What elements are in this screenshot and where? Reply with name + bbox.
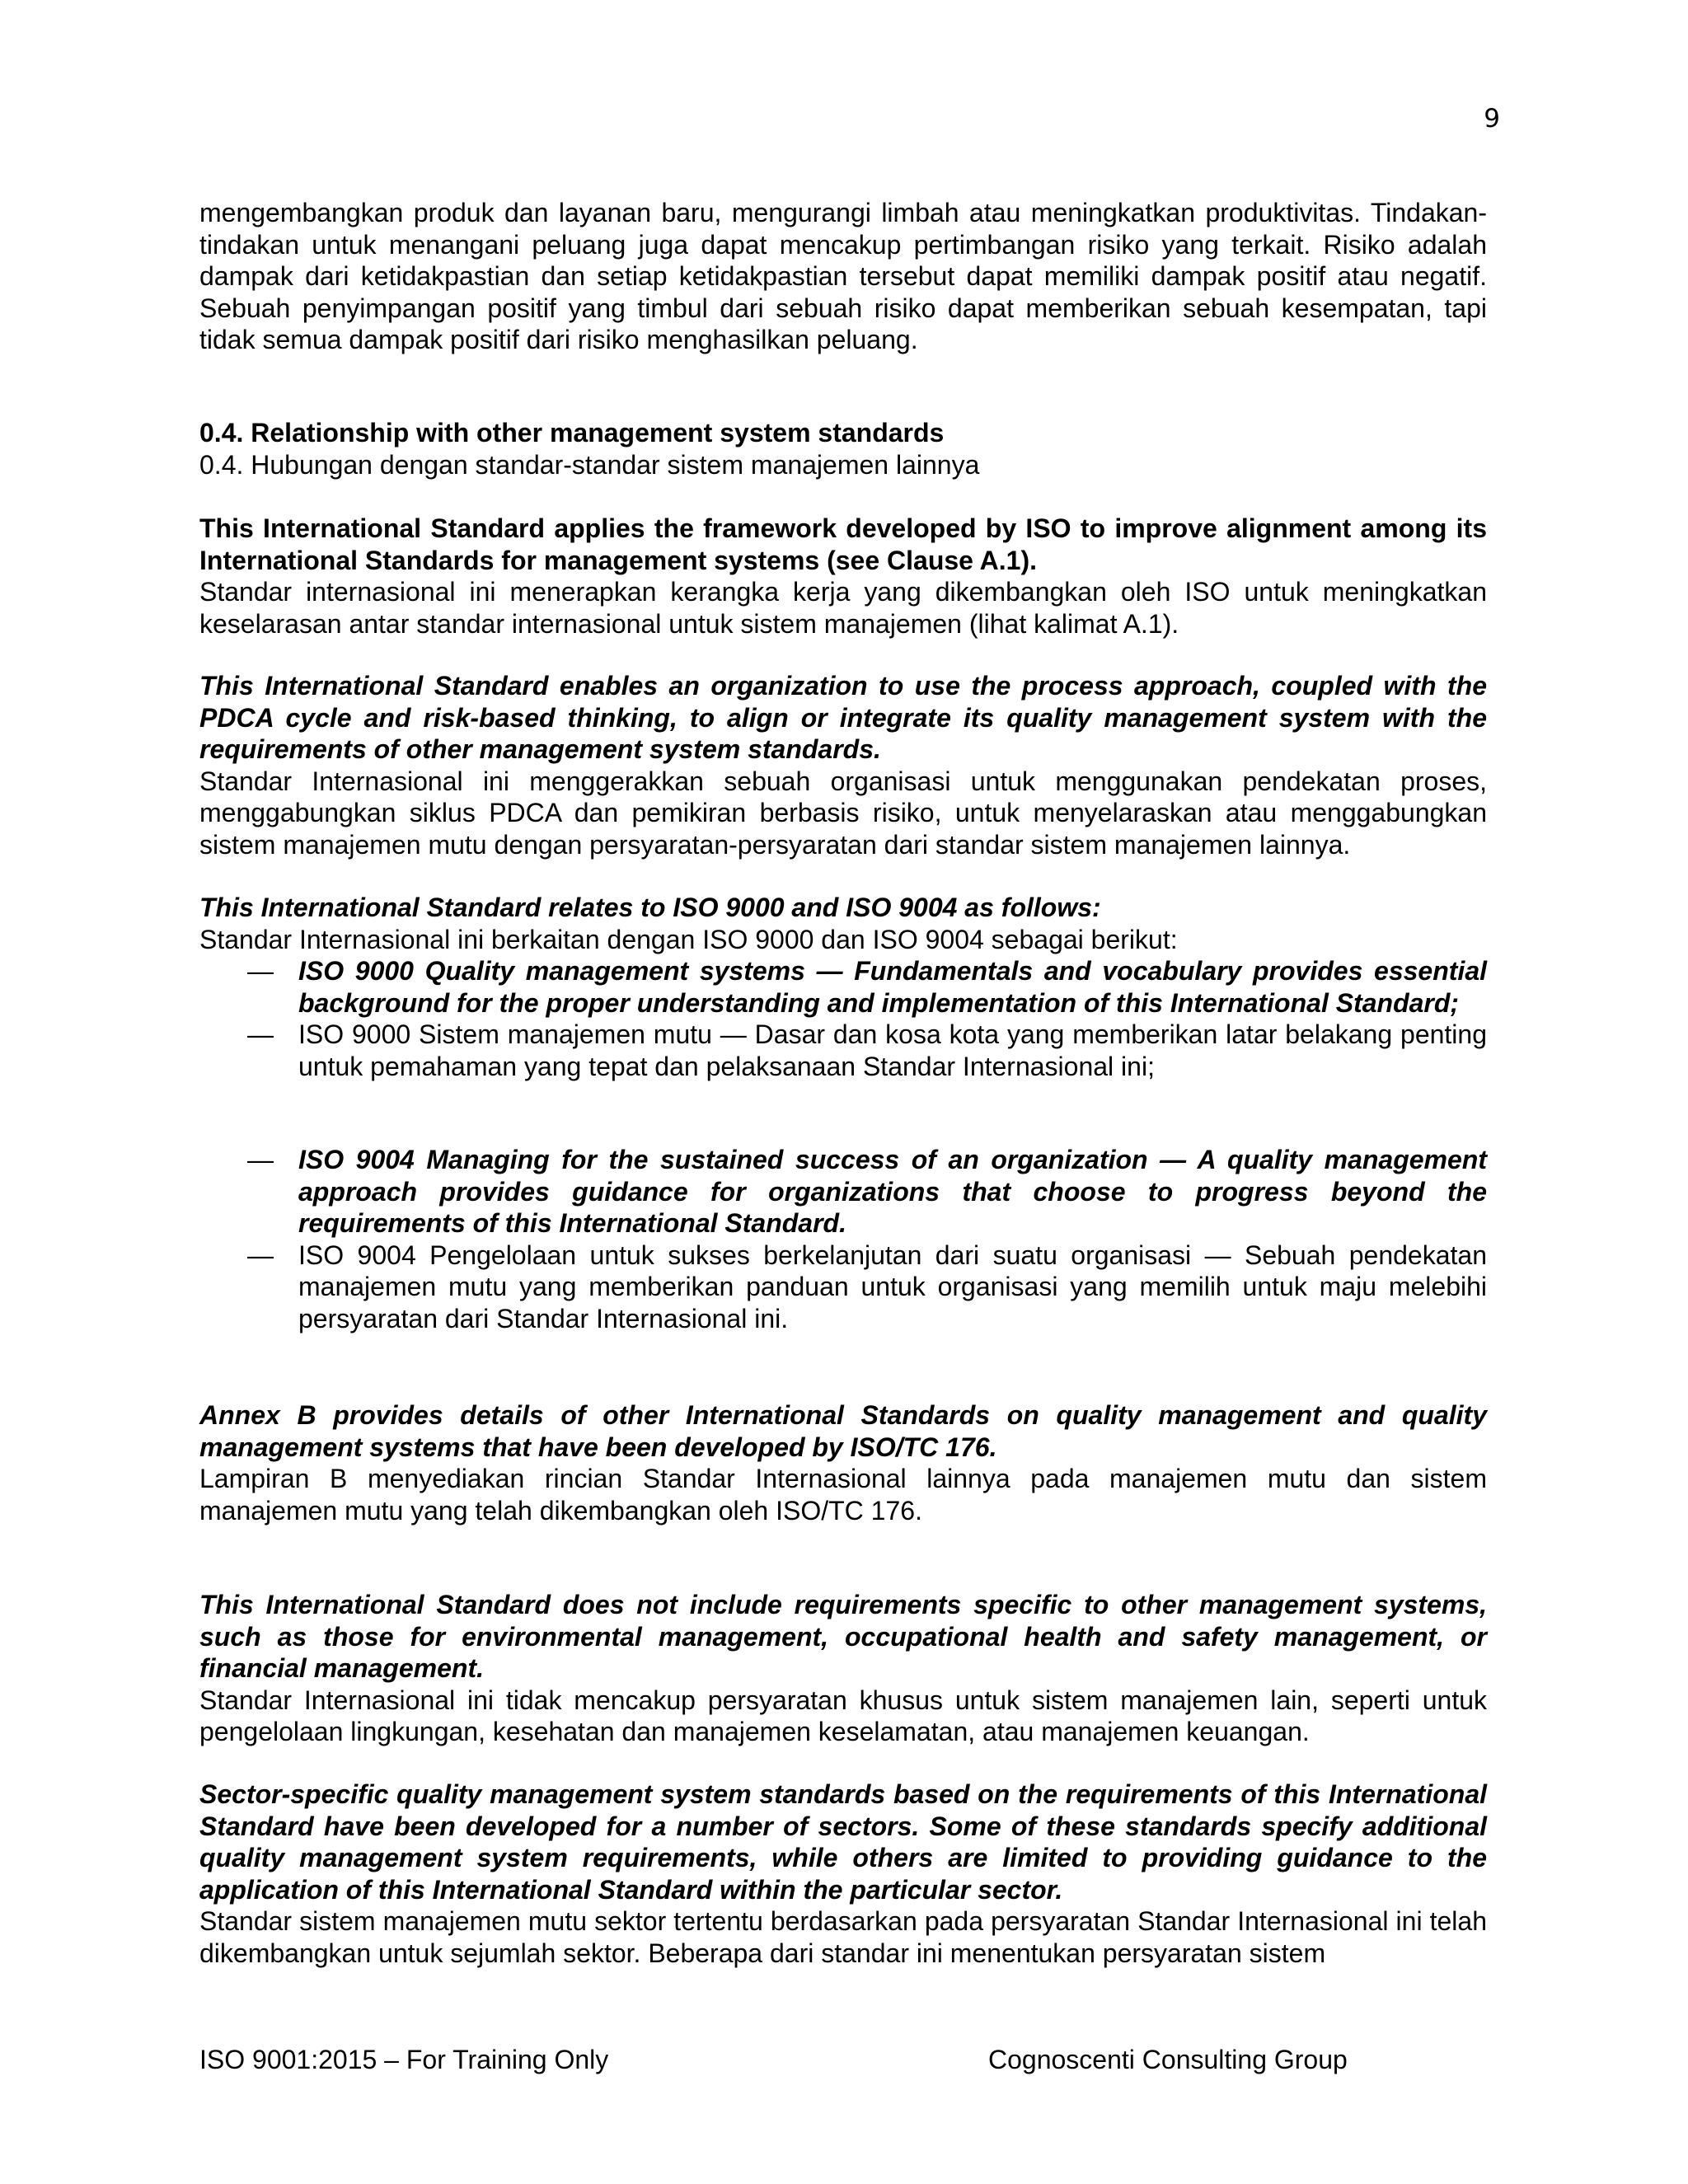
paragraph-framework-en: This International Standard applies the framework developed by ISO to improve alignment among its International Standards for management systems (see Clause A.1). xyxy=(199,513,1487,575)
list-item xyxy=(199,955,1487,1019)
paragraph-annex-b xyxy=(199,1399,1487,1526)
list-item-text: ISO 9000 Quality management systems — Fundamentals and vocabulary provides essential background for the proper understanding and implementation of this International Standard; xyxy=(298,956,1487,1018)
page-number: 9 xyxy=(1484,104,1500,134)
section-heading xyxy=(199,417,1487,480)
intro-text: mengembangkan produk dan layanan baru, mengurangi limbah atau meningkatkan produktivitas. Tindakan-tindakan untuk menangani peluang juga dapat mencakup pertimbangan risiko yang terkait. Risiko adalah dampak dari ketidakpastian dan setiap ketidakpastian tersebut dapat memiliki dampak positif atau negatif. Sebuah penyimpangan positif yang timbul dari sebuah risiko dapat memberikan sebuah kesempatan, tapi tidak semua dampak positif dari risiko menghasilkan peluang. xyxy=(199,198,1487,354)
section-heading-en: 0.4. Relationship with other management system standards xyxy=(199,418,945,448)
paragraph-exclusions-en: This International Standard does not include requirements specific to other management systems, such as those for environmental management, occupational health and safety management, or financial management. xyxy=(199,1590,1487,1683)
intro-paragraph xyxy=(199,197,1487,356)
dash-marker: — xyxy=(247,1019,274,1049)
paragraph-process-approach xyxy=(199,670,1487,860)
footer-left: ISO 9001:2015 – For Training Only xyxy=(199,2045,609,2074)
paragraph-sector-specific xyxy=(199,1779,1487,1969)
footer-right: Cognoscenti Consulting Group xyxy=(988,2045,1348,2074)
list-item-text: ISO 9004 Managing for the sustained success of an organization — A quality management approach provides guidance for organizations that choose to progress beyond the requirements of this International Standard. xyxy=(298,1145,1487,1238)
list-item xyxy=(199,1144,1487,1240)
dash-marker: — xyxy=(247,1145,274,1174)
dash-marker: — xyxy=(247,956,274,986)
paragraph-annex-b-id: Lampiran B menyediakan rincian Standar Internasional lainnya pada manajemen mutu dan sistem manajemen mutu yang telah dikembangkan oleh ISO/TC 176. xyxy=(199,1464,1487,1526)
paragraph-relations xyxy=(199,892,1487,955)
paragraph-sector-specific-en: Sector-specific quality management system standards based on the requirements of this International Standard have been developed for a number of sectors. Some of these standards specify additional quality management system requirements, while others are limited to providing guidance to the application of this International Standard within the particular sector. xyxy=(199,1779,1487,1905)
paragraph-sector-specific-id: Standar sistem manajemen mutu sektor tertentu berdasarkan pada persyaratan Standar Internasional ini telah dikembangkan untuk sejumlah sektor. Beberapa dari standar ini menentukan persyaratan sistem xyxy=(199,1906,1487,1968)
paragraph-annex-b-en: Annex B provides details of other International Standards on quality management and quality management systems that have been developed by ISO/TC 176. xyxy=(199,1400,1487,1462)
list-item xyxy=(199,1240,1487,1335)
paragraph-process-approach-id: Standar Internasional ini menggerakkan sebuah organisasi untuk menggunakan pendekatan proses, menggabungkan siklus PDCA dan pemikiran berbasis risiko, untuk menyelaraskan atau menggabungkan sistem manajemen mutu dengan persyaratan-persyaratan dari standar sistem manajemen lainnya. xyxy=(199,766,1487,860)
bullet-list-iso9000 xyxy=(199,955,1487,1082)
list-item xyxy=(199,1019,1487,1082)
paragraph-framework xyxy=(199,513,1487,640)
paragraph-exclusions xyxy=(199,1589,1487,1748)
paragraph-framework-id: Standar internasional ini menerapkan kerangka kerja yang dikembangkan oleh ISO untuk meningkatkan keselarasan antar standar internasional untuk sistem manajemen (lihat kalimat A.1). xyxy=(199,577,1487,639)
paragraph-relations-en: This International Standard relates to ISO 9000 and ISO 9004 as follows: xyxy=(199,893,1101,922)
list-item-text: ISO 9004 Pengelolaan untuk sukses berkelanjutan dari suatu organisasi — Sebuah pendekatan manajemen mutu yang memberikan panduan untuk organisasi yang memilih untuk maju melebihi persyaratan dari Standar Internasional ini. xyxy=(298,1240,1487,1333)
paragraph-relations-id: Standar Internasional ini berkaitan dengan ISO 9000 dan ISO 9004 sebagai berikut: xyxy=(199,924,1178,954)
section-heading-id: 0.4. Hubungan dengan standar-standar sistem manajemen lainnya xyxy=(199,449,980,480)
paragraph-exclusions-id: Standar Internasional ini tidak mencakup persyaratan khusus untuk sistem manajemen lain, seperti untuk pengelolaan lingkungan, kesehatan dan manajemen keselamatan, atau manajemen keuangan. xyxy=(199,1685,1487,1746)
bullet-list-iso9004 xyxy=(199,1144,1487,1334)
list-item-text: ISO 9000 Sistem manajemen mutu — Dasar dan kosa kota yang memberikan latar belakang penting untuk pemahaman yang tepat dan pelaksanaan Standar Internasional ini; xyxy=(298,1019,1487,1081)
paragraph-process-approach-en: This International Standard enables an organization to use the process approach, coupled with the PDCA cycle and risk-based thinking, to align or integrate its quality management system with the requirements of other management system standards. xyxy=(199,671,1487,764)
dash-marker: — xyxy=(247,1240,274,1270)
